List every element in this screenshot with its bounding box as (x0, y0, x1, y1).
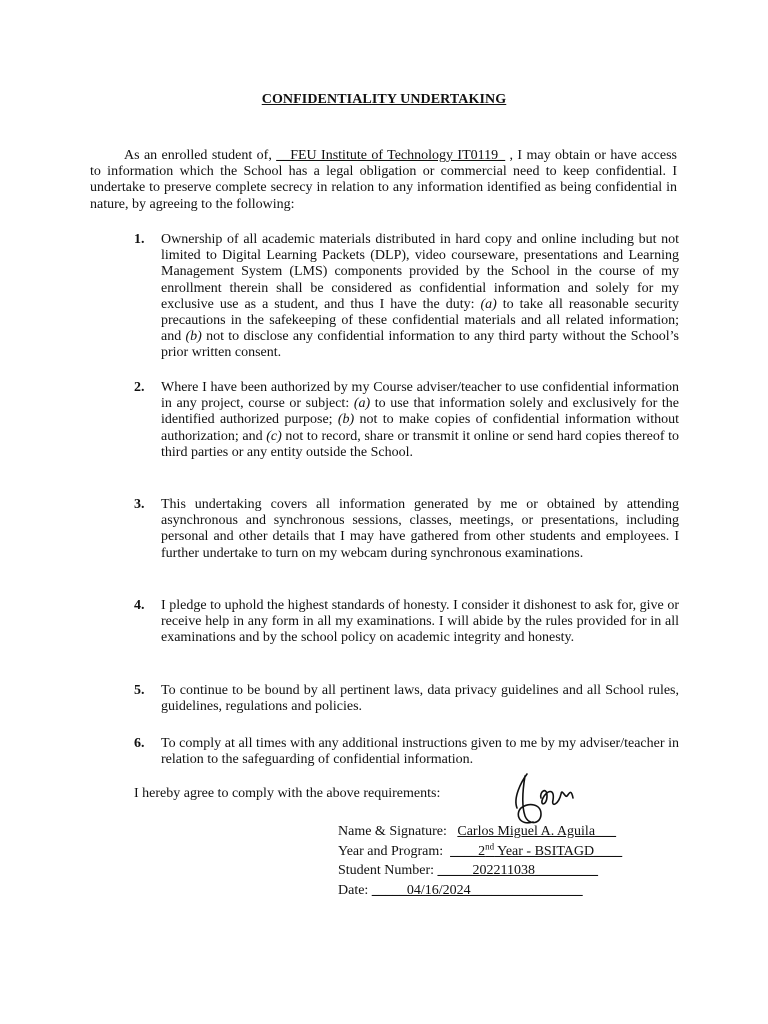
list-item-number: 3. (134, 497, 145, 512)
year-program-row (338, 842, 622, 862)
list-item-text-part: To comply at all times with any additional instructions given to me by my adviser/teacher in relation to the safeguarding of confidential information. (161, 736, 679, 768)
list-item-number: 4. (134, 598, 145, 613)
list-item-text-part: not to make copies of confidential information without authorization; and (161, 412, 679, 444)
list-item-text (161, 380, 679, 461)
list-item-number: 2. (134, 380, 145, 395)
list-item-number: 6. (134, 736, 145, 751)
signature-block (338, 822, 622, 900)
list-item-text-part: to use that information solely and exclusively for the identified authorized purpose; (161, 396, 680, 428)
list-item-text-part: to take all reasonable security precautions in the safekeeping of these confidential materials and all related information; and (161, 296, 680, 345)
list-item (134, 497, 679, 562)
list-item-text-part: (a) (480, 296, 497, 312)
list-item-number: 1. (134, 232, 145, 247)
list-item-text-part: (c) (266, 428, 282, 444)
list-item (134, 736, 679, 768)
list-item-text-part: not to disclose any confidential information to any third party without the School’s prior written consent. (161, 329, 679, 361)
date-row (338, 881, 622, 901)
date-value: _____04/16/2024________________ (371, 882, 583, 898)
list-item-text-part: To continue to be bound by all pertinent laws, data privacy guidelines and all School rules, guidelines, regulations and policies. (161, 683, 679, 715)
list-item-text-part: This undertaking covers all information generated by me or obtained by attending asynchronous and synchronous sessions, classes, meetings, or presentations, including personal and other details that I may have gathered from other students and employees. I further undertake to turn on my webcam during synchronous examinations. (161, 497, 679, 561)
list-item-text-part: I pledge to uphold the highest standards of honesty. I consider it dishonest to ask for, give or receive help in any form in all my examinations. I will abide by the rules provided for in all examinations and by the school policy on academic integrity and honesty. (161, 598, 679, 646)
list-item-text (161, 232, 679, 362)
intro-prefix: As an enrolled student of, (124, 148, 277, 163)
list-item-text (161, 497, 679, 562)
year-label: Year and Program: (338, 843, 444, 859)
school-name-field: __FEU Institute of Technology IT0119_ (276, 148, 506, 163)
list-item-text-part: Ownership of all academic materials distributed in hard copy and online including but not limited to Digital Learning Packets (DLP), video courseware, presentations and Learning Management System (LMS) components provided by the School in the course of my enrollment therein shall be considered as confidential information and solely for my exclusive use as a student, and thus I have the duty: (161, 232, 679, 312)
year-value-pre: ____2 (450, 843, 486, 859)
intro-suffix: , I may obtain or have access to information which the School has a legal obligation or commercial need to keep confidential. I undertake to preserve complete secrecy in relation to any information identified as being confidential in nature, by agreeing to the following: (90, 148, 677, 212)
list-item-text (161, 736, 679, 768)
student-number-value: _____202211038_________ (437, 863, 599, 878)
list-item (134, 683, 679, 715)
year-value-sup: nd (485, 840, 495, 851)
list-item (134, 232, 679, 362)
name-label: Name & Signature: (338, 824, 447, 839)
intro-paragraph (90, 148, 677, 213)
list-item-text-part: (b) (337, 412, 355, 428)
student-number-row (338, 861, 622, 881)
agreement-statement: I hereby agree to comply with the above requirements: (134, 786, 441, 801)
list-item (134, 598, 679, 647)
name-row (338, 822, 622, 842)
student-number-label: Student Number: (338, 863, 435, 878)
list-item-text-part: Where I have been authorized by my Course adviser/teacher to use confidential information in any project, course or subject: (161, 380, 679, 412)
document-title: CONFIDENTIALITY UNDERTAKING (261, 92, 507, 107)
name-value: Carlos Miguel A. Aguila___ (457, 824, 617, 839)
list-item-text (161, 598, 679, 647)
list-item-number: 5. (134, 683, 145, 698)
list-item-text-part: not to record, share or transmit it online or send hard copies thereof to third parties or any entity outside the School. (161, 428, 679, 460)
list-item-text-part: (b) (185, 329, 202, 345)
list-item-text (161, 683, 679, 715)
list-item (134, 380, 679, 461)
list-item-text-part: (a) (353, 396, 371, 412)
date-label: Date: (338, 882, 369, 898)
year-value (450, 840, 623, 859)
year-value-post: Year - BSITAGD____ (494, 843, 623, 859)
